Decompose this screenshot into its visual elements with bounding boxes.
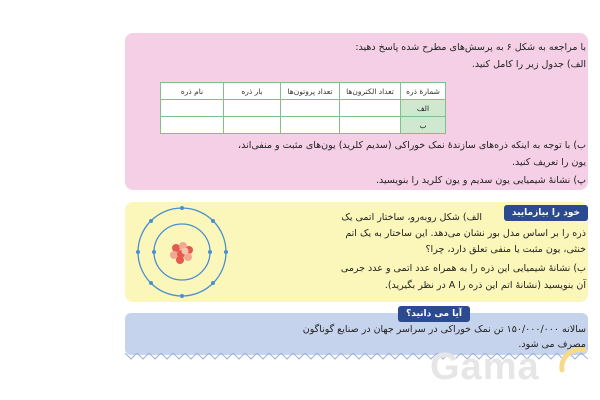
bohr-atom-diagram bbox=[128, 204, 236, 300]
nucleus-icon bbox=[170, 242, 193, 264]
particles-table bbox=[160, 82, 446, 134]
did-you-know-line: سالانه ۱۵۰/۰۰۰/۰۰۰ تن نمک خوراکی در سراسر جهان در صنایع گوناگون bbox=[302, 324, 586, 335]
table-cell[interactable] bbox=[340, 100, 401, 117]
did-you-know-line: مصرف می شود. bbox=[518, 339, 586, 350]
question-part-b: ب) با توجه به اینکه ذره‌های سازندهٔ نمک خوراکی (سدیم کلرید) یون‌های مثبت و منفی‌اند، bbox=[238, 140, 586, 151]
did-you-know-tag: آیا می دانید؟ bbox=[398, 306, 470, 322]
table-header: تعداد الکترون‌ها bbox=[340, 83, 401, 100]
question-part-c: پ) نشانهٔ شیمیایی یون سدیم و یون کلرید را بنویسید. bbox=[376, 175, 586, 186]
try-it-line: آن بنویسید (نشانهٔ اتم این ذره را A در نظر بگیرید). bbox=[384, 280, 586, 291]
table-cell[interactable] bbox=[161, 117, 224, 134]
table-header-row bbox=[161, 83, 446, 100]
table-header: شمارهٔ ذره bbox=[401, 83, 446, 100]
table-cell[interactable] bbox=[340, 117, 401, 134]
question-intro: با مراجعه به شکل ۶ به پرسش‌های مطرح شده پاسخ دهید: bbox=[355, 42, 586, 53]
try-it-line: ذره را بر اساس مدل بور نشان می‌دهد. این ساختار به یک اتم bbox=[345, 228, 586, 239]
question-part-a: الف) جدول زیر را کامل کنید. bbox=[471, 59, 586, 70]
question-part-b-cont: یون را تعریف کنید. bbox=[511, 157, 586, 168]
table-row bbox=[161, 100, 446, 117]
table-header: تعداد پروتون‌ها bbox=[281, 83, 340, 100]
table-cell: الف bbox=[401, 100, 446, 117]
table-cell: ب bbox=[401, 117, 446, 134]
try-it-tag: خود را بیازمایید bbox=[504, 205, 588, 221]
table-cell[interactable] bbox=[161, 100, 224, 117]
try-it-part-b: ب) نشانهٔ شیمیایی این ذره را به همراه عدد اتمی و عدد جرمی bbox=[340, 263, 586, 274]
try-it-part-a: الف) شکل روبه‌رو، ساختار اتمی یک bbox=[341, 212, 482, 223]
table-cell[interactable] bbox=[224, 100, 281, 117]
gama-watermark: Gama bbox=[430, 346, 540, 388]
table-cell[interactable] bbox=[281, 100, 340, 117]
try-it-line: خنثی، یون مثبت یا منفی تعلق دارد، چرا؟ bbox=[425, 244, 586, 255]
watermark-arc-icon bbox=[558, 344, 588, 374]
table-row bbox=[161, 117, 446, 134]
table-header: بار ذره bbox=[224, 83, 281, 100]
table-cell[interactable] bbox=[281, 117, 340, 134]
table-header: نام ذره bbox=[161, 83, 224, 100]
table-cell[interactable] bbox=[224, 117, 281, 134]
